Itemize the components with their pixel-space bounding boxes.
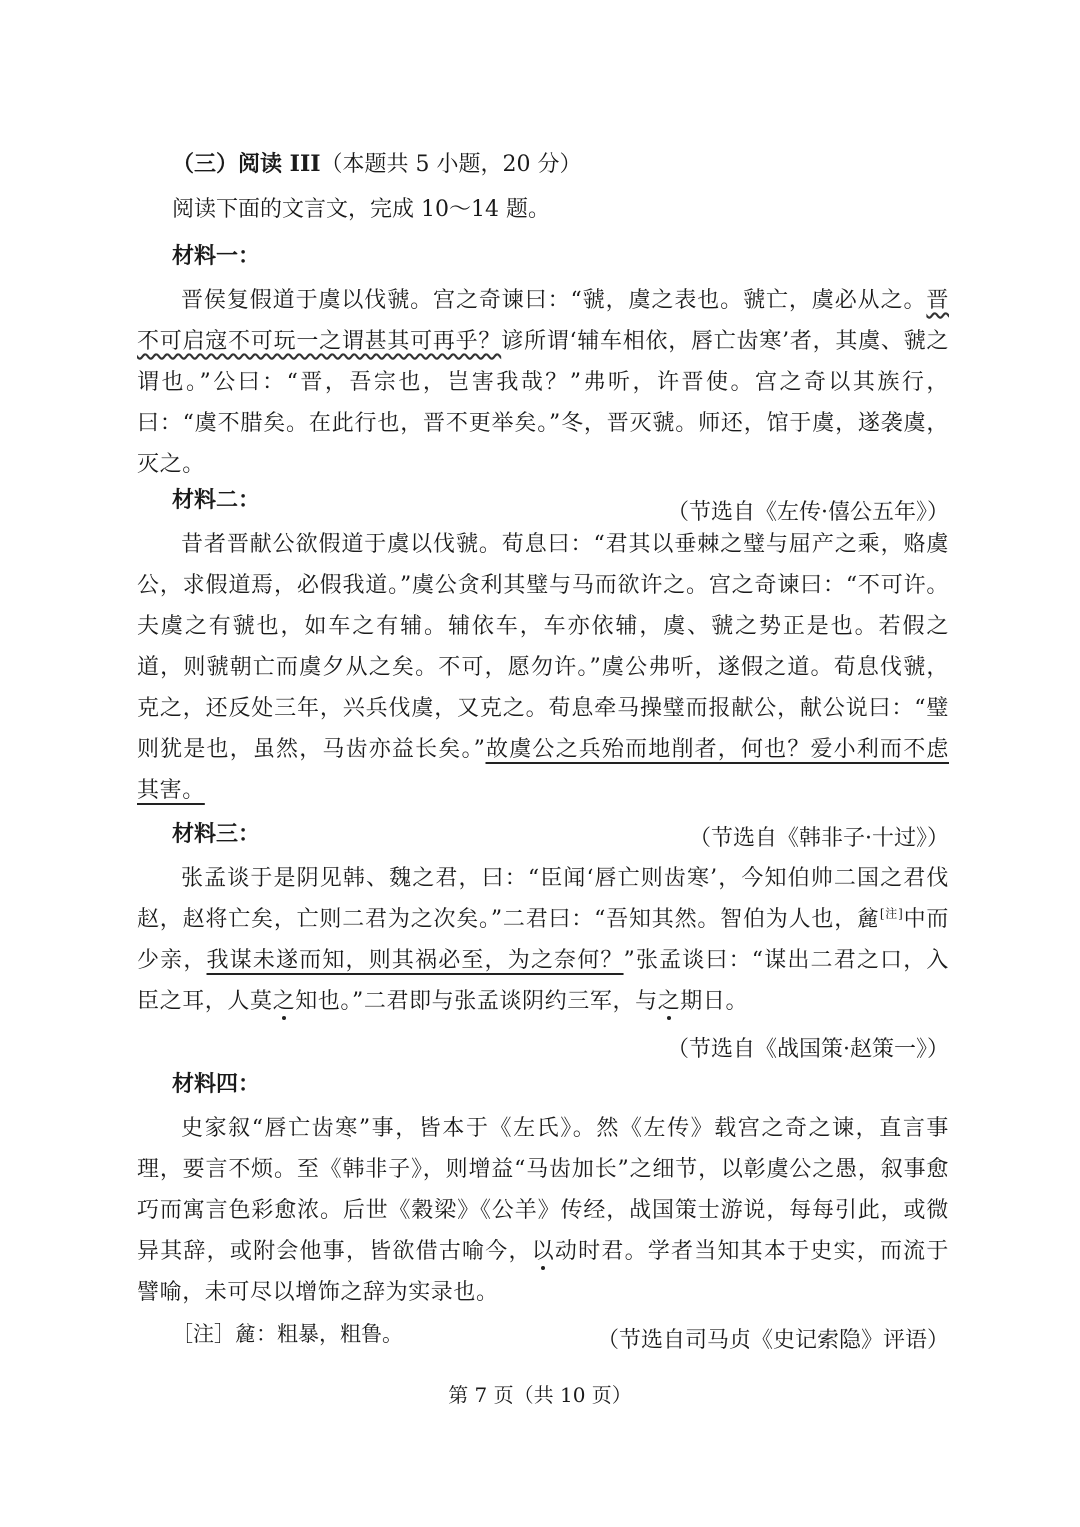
material-two-part-1: 昔者晋献公欲假道于虞以伐虢。荀息曰：“君其以垂棘之璧与屈产之乘，赂虞公，求假道焉，必假我道。”虞公贪利其璧与马而欲许之。宫之奇谏曰：“不可许。夫虞之有虢也，如车之有辅。辅依车，车亦依辅，虞、虢之势正是也。若假之道，则虢朝亡而虞夕从之矣。不可，愿勿许。”虞公弗听，遂假之道。荀息伐虢，克之，还反处三年，兴兵伐虞，又克之。荀息牵马操璧而报献公，献公说曰：“璧则犹是也，虽然，马齿亦益长矣。”	[137, 532, 949, 762]
material-three-title: 材料三：	[172, 821, 261, 847]
note-marker: [注]	[879, 906, 904, 921]
material-three-part-5: 期日。	[680, 989, 749, 1014]
section-heading	[172, 148, 582, 181]
material-one-title: 材料一：	[172, 243, 261, 269]
material-three-underlined-sentence: 我谋未遂而知，则其祸必至，为之奈何？	[206, 948, 624, 973]
material-three-part-4: 知也。”二君即与张孟谈阴约三军，与	[295, 989, 658, 1014]
material-one-source: （节选自《左传·僖公五年》）	[667, 500, 949, 525]
dotted-char-zhi-1: 之	[272, 989, 296, 1014]
material-three-part-3: ”张孟谈曰：“谋出二君之口，入臣之耳，人莫	[137, 948, 949, 1014]
material-one-wavy-sentence: 晋不可启寇不可玩一之谓甚其可再乎？	[137, 288, 949, 354]
material-three-text	[137, 858, 949, 1022]
dotted-char-zhi-2: 之	[657, 989, 681, 1014]
material-four-part-1: 史家叙“唇亡齿寒”事，皆本于《左氏》。然《左传》载宫之奇之谏，直言事理，要言不烦。至《韩非子》，则增益“马齿加长”之细节，以彰虞公之愚，叙事愈巧而寓言色彩愈浓。后世《穀梁》《公羊》传经，战国策士游说，每每引此，或微异其辞，或附会他事，皆欲借古喻今，	[137, 1116, 949, 1264]
material-three-source: （节选自《战国策·赵策一》）	[667, 1037, 949, 1062]
material-two-underlined-sentence: 故虞公之兵殆而地削者，何也？爱小利而不虑其害。	[137, 737, 949, 803]
section-detail: （本题共 5 小题，20 分）	[320, 152, 582, 177]
material-two-title: 材料二：	[172, 487, 261, 513]
dotted-char-yi: 以	[531, 1239, 555, 1264]
material-two-source: （节选自《韩非子·十过》）	[689, 826, 949, 851]
material-three-part-2: 中而少亲，	[137, 907, 949, 973]
material-four	[137, 1068, 949, 1357]
material-four-title: 材料四：	[172, 1071, 261, 1097]
footnote: ［注］麄：粗暴，粗鲁。	[172, 1322, 403, 1346]
page-number: 第 7 页（共 10 页）	[448, 1383, 632, 1407]
material-two	[137, 484, 949, 855]
material-one-part-1: 晋侯复假道于虞以伐虢。宫之奇谏曰：“虢，虞之表也。虢亡，虞必从之。	[181, 288, 927, 313]
material-one-text	[137, 280, 949, 485]
section-title: （三）阅读 III	[172, 151, 321, 177]
instruction: 阅读下面的文言文，完成 10～14 题。	[172, 197, 550, 222]
material-one-part-2: 谚所谓‘辅车相依，唇亡齿寒’者，其虞、虢之谓也。”公曰：“晋，吾宗也，岂害我哉？”弗听，许晋使。宫之奇以其族行，曰：“虞不腊矣。在此行也，晋不更举矣。”冬，晋灭虢。师还，馆于虞，遂袭虞，灭之。	[137, 329, 949, 477]
material-two-text	[137, 524, 949, 811]
material-four-text	[137, 1108, 949, 1313]
material-four-source: （节选自司马贞《史记索隐》评语）	[596, 1328, 949, 1353]
material-three	[137, 818, 949, 1066]
material-three-part-1: 张孟谈于是阴见韩、魏之君，曰：“臣闻‘唇亡则齿寒’，今知伯帅二国之君伐赵，赵将亡矣，亡则二君为之次矣。”二君曰：“吾知其然。智伯为人也，麄	[137, 866, 949, 932]
material-four-part-2: 动时君。学者当知其本于史实，而流于譬喻，未可尽以增饰之辞为实录也。	[137, 1239, 949, 1305]
